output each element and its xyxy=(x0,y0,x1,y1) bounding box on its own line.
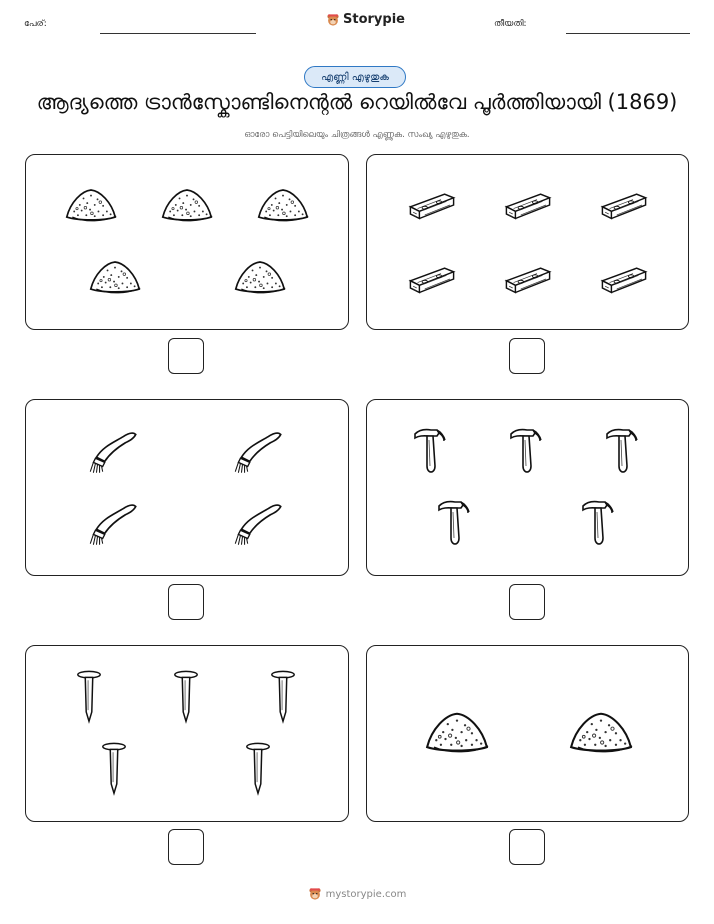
wooden-tie-icon xyxy=(405,187,459,223)
wooden-tie-icon xyxy=(405,261,459,297)
footer xyxy=(0,887,714,901)
rail-spike-icon xyxy=(172,668,200,726)
gravel-pile-icon xyxy=(422,708,492,754)
gravel-pile-icon xyxy=(255,185,311,223)
gravel-pile-icon xyxy=(159,185,215,223)
count-panel-3 xyxy=(25,399,349,576)
rail-spike-icon xyxy=(75,668,103,726)
count-panel-5 xyxy=(25,645,349,822)
hammer-icon xyxy=(411,426,451,476)
rail-spike-icon xyxy=(100,740,128,798)
date-label: തീയതി: xyxy=(494,19,527,29)
brand-logo xyxy=(326,12,405,27)
gravel-pile-icon xyxy=(87,257,143,295)
gravel-pile-icon xyxy=(566,708,636,754)
gravel-pile-icon xyxy=(63,185,119,223)
name-line[interactable] xyxy=(100,33,256,34)
gravel-pile-icon xyxy=(232,257,288,295)
bear-icon xyxy=(326,13,340,27)
answer-box-6[interactable] xyxy=(509,829,545,865)
answer-box-5[interactable] xyxy=(168,829,204,865)
answer-box-3[interactable] xyxy=(168,584,204,620)
rail-brush-icon xyxy=(82,424,144,476)
count-panel-6 xyxy=(366,645,689,822)
instructions: ഓരോ പെട്ടിയിലെയും ചിത്രങ്ങൾ എണ്ണുക. സംഖ്യ എഴുതുക. xyxy=(244,130,470,140)
wooden-tie-icon xyxy=(597,261,651,297)
answer-box-4[interactable] xyxy=(509,584,545,620)
rail-brush-icon xyxy=(82,496,144,548)
name-label: പേര്: xyxy=(24,19,47,29)
count-panel-4 xyxy=(366,399,689,576)
date-line[interactable] xyxy=(566,33,690,34)
wooden-tie-icon xyxy=(501,187,555,223)
rail-brush-icon xyxy=(227,424,289,476)
activity-badge: എണ്ണി എഴുതുക xyxy=(304,66,406,88)
count-panel-2 xyxy=(366,154,689,330)
rail-spike-icon xyxy=(269,668,297,726)
bear-icon xyxy=(308,887,322,901)
page-title: ആദ്യത്തെ ട്രാൻസ്കോണ്ടിനെന്റൽ റെയിൽവേ പൂർത്തിയായി (1869) xyxy=(36,90,678,114)
answer-box-1[interactable] xyxy=(168,338,204,374)
hammer-icon xyxy=(507,426,547,476)
brand-name: Storypie xyxy=(343,12,405,27)
rail-brush-icon xyxy=(227,496,289,548)
wooden-tie-icon xyxy=(597,187,651,223)
rail-spike-icon xyxy=(244,740,272,798)
answer-box-2[interactable] xyxy=(509,338,545,374)
hammer-icon xyxy=(603,426,643,476)
wooden-tie-icon xyxy=(501,261,555,297)
hammer-icon xyxy=(579,498,619,548)
footer-url[interactable]: mystorypie.com xyxy=(325,888,407,900)
count-panel-1 xyxy=(25,154,349,330)
hammer-icon xyxy=(435,498,475,548)
